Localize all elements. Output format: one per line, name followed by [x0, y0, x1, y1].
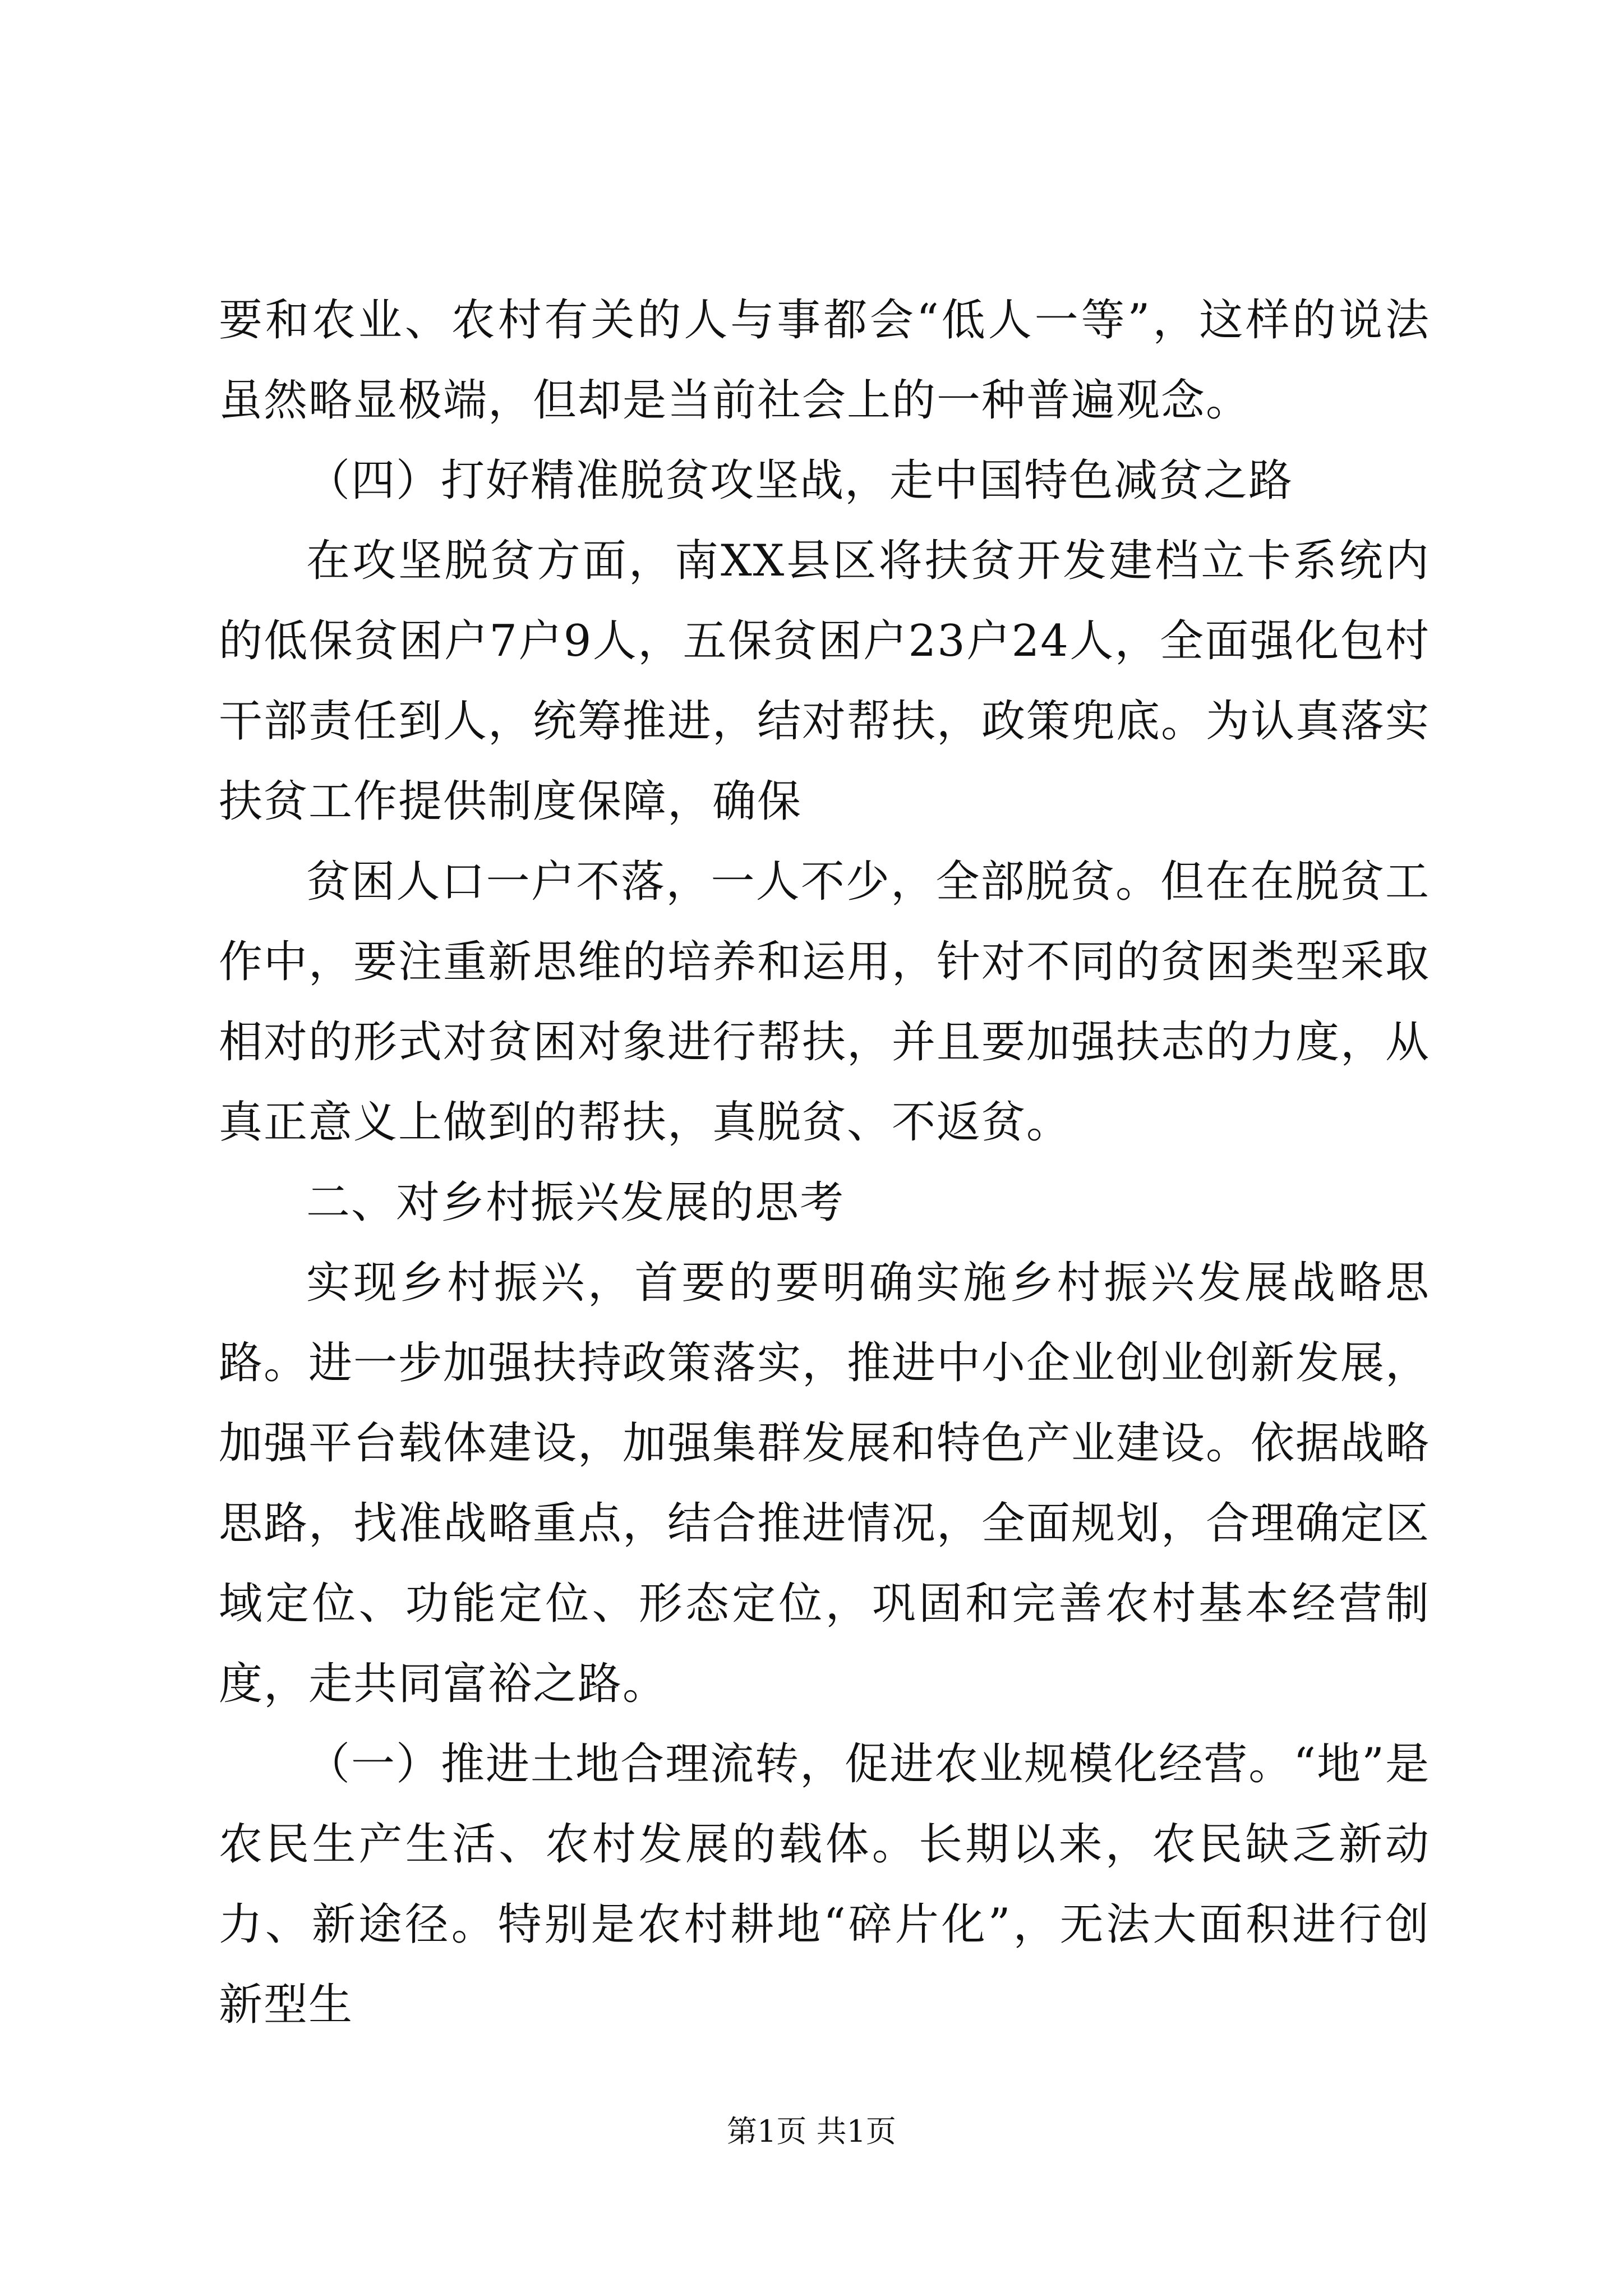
- paragraph-rural-revitalization: 实现乡村振兴，首要的要明确实施乡村振兴发展战略思路。进一步加强扶持政策落实，推进中小企业创业创新发展，加强平台载体建设，加强集群发展和特色产业建设。依据战略思路，找准战略重点，结合推进情况，全面规划，合理确定区域定位、功能定位、形态定位，巩固和完善农村基本经营制度，走共同富裕之路。: [219, 1258, 1431, 1709]
- page-footer: 第1页 共1页: [727, 2114, 896, 2149]
- section-heading-two: 二、对乡村振兴发展的思考: [306, 1177, 845, 1228]
- document-body: [219, 280, 1430, 2045]
- paragraph-continuation: 要和农业、农村有关的人与事都会“低人一等”，这样的说法虽然略显极端，但却是当前社会上的一种普遍观念。: [219, 295, 1430, 426]
- section-heading-four: （四）打好精准脱贫攻坚战，走中国特色减贫之路: [306, 455, 1294, 506]
- paragraph-poverty-alleviation: 在攻坚脱贫方面，南XX县区将扶贫开发建档立卡系统内的低保贫困户7户9人，五保贫困户23户24人，全面强化包村干部责任到人，统筹推进，结对帮扶，政策兜底。为认真落实扶贫工作提供制度保障，确保: [219, 536, 1431, 827]
- paragraph-land-transfer: （一）推进土地合理流转，促进农业规模化经营。“地”是农民生产生活、农村发展的载体。长期以来，农民缺乏新动力、新途径。特别是农村耕地“碎片化”，无法大面积进行创新型生: [219, 1739, 1430, 2030]
- paragraph-poverty-work: 贫困人口一户不落，一人不少，全部脱贫。但在在脱贫工作中，要注重新思维的培养和运用，针对不同的贫困类型采取相对的形式对贫困对象进行帮扶，并且要加强扶志的力度，从真正意义上做到的帮扶，真脱贫、不返贫。: [219, 857, 1431, 1148]
